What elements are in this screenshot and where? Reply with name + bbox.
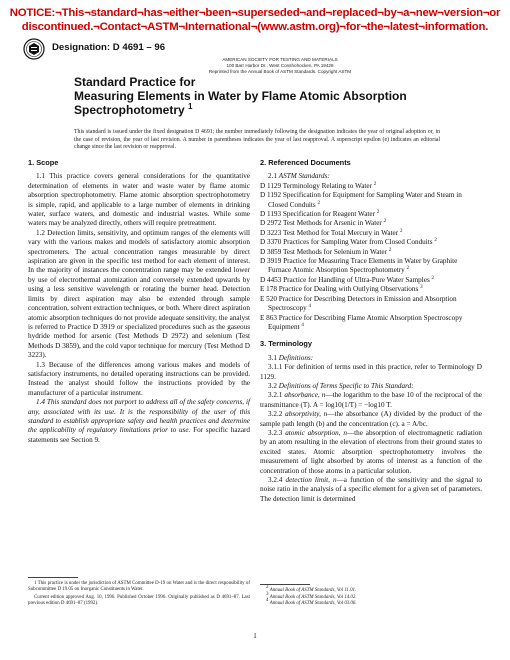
reference-item (260, 248, 482, 257)
part-of-speech: n (333, 476, 337, 484)
paragraph: 1.2 Detection limits, sensitivity, and optimum ranges of the elements will vary with the various makes and models of satisfactory atomic absorption spectrometers. The actual concentration ranges measurable by direct aspiration are given in the specific test method for each element of interest. In the majority of instances the concentration range may be extended lower by use of electrothermal atomization and conversely extended upwards by using a less sensitive wavelength or rotating the burner head. Detection limits by direct aspiration may also be extended through sample concentration, solvent extraction techniques, or both. Where direct aspiration atomic absorption techniques do not provide adequate sensitivity, the analyst is referred to Practice D 3919 or specialized procedures such as the gaseous hydride method for arsenic (Test Methods D 2972) and selenium (Test Methods D 3859), and the cold vapor technique for mercury (Test Method D 3223). (28, 228, 250, 360)
clause-number: 2.1 (268, 172, 279, 181)
left-column (28, 158, 250, 445)
footnote (266, 585, 466, 595)
part-of-speech: n (343, 428, 347, 437)
part-of-speech: n (321, 391, 326, 400)
reference-item (260, 229, 482, 238)
reference-item (260, 276, 482, 285)
publisher-line: 100 Barr Harbor Dr., West Conshohocken, PA 19428 (226, 63, 334, 68)
term: absorptivity, (285, 410, 324, 419)
reference-text: D 3370 Practices for Sampling Water from Closed Conduits (260, 238, 433, 247)
astm-logo-icon (23, 38, 45, 60)
definition-text: —a function of the sensitivity and the signal to noise ratio in the analysis of a specific element for a given set of parameters. The detection limit is determined (260, 476, 482, 503)
clause-label: ASTM Standards: (278, 172, 330, 181)
footnotes-right (266, 585, 466, 608)
title-footnote-mark: 1 (188, 102, 193, 111)
clause-number: 3.2.1 (268, 391, 285, 400)
footnote-mark: 2 (266, 585, 269, 590)
reference-text: D 2972 Test Methods for Arsenic in Water (260, 219, 382, 228)
footnote-mark: 3 (420, 285, 423, 291)
document-title (74, 75, 474, 117)
footnotes-left (28, 581, 250, 609)
reference-text: E 520 Practice for Describing Detectors in Emission and Absorption Spectroscopy (260, 294, 457, 313)
term: detection limit, (285, 476, 334, 484)
reference-text: E 178 Practice for Dealing with Outlying Observations (260, 285, 419, 294)
reference-text: D 1129 Terminology Relating to Water (260, 181, 372, 190)
reference-text: D 3223 Test Method for Total Mercury in Water (260, 228, 399, 237)
footnote-text: Annual Book of ASTM Standards, Vol 03.06. (269, 601, 357, 607)
footnote-mark: 2 (399, 228, 403, 234)
reference-list (260, 182, 482, 333)
footnote-text: Annual Book of ASTM Standards, Vol 14.02. (269, 594, 357, 600)
reference-text: D 3859 Test Methods for Selenium in Water (260, 247, 388, 256)
footnote-text: Annual Book of ASTM Standards, Vol 11.01. (269, 588, 357, 593)
definition (260, 429, 482, 476)
reference-text: D 1193 Specification for Reagent Water (260, 210, 375, 219)
footnote-mark: 4 (266, 598, 269, 604)
reference-item (260, 295, 482, 314)
reference-item (260, 238, 482, 247)
notice-line-1: NOTICE:¬This¬standard¬has¬either¬been¬superseded¬and¬replaced¬by¬a¬new¬version¬or (9, 7, 501, 19)
paragraph (260, 382, 482, 391)
part-of-speech: n (323, 410, 328, 419)
definition (260, 476, 482, 504)
definition (260, 410, 482, 429)
reference-item (260, 182, 482, 191)
title-line: Measuring Elements in Water by Flame Atomic Absorption (74, 89, 407, 103)
notice-line-2: discontinued.¬Contact¬ASTM¬International¬(www.astm.org)¬for¬the¬latest¬information. (21, 21, 489, 33)
definition (260, 391, 482, 410)
reference-item (260, 191, 482, 210)
reference-item (260, 257, 482, 276)
footnote: 1 This practice is under the jurisdiction of ASTM Committee D-19 on Water and is the direct responsibility of Subcommittee D 19.05 on Inorganic Constituents in Water. (28, 581, 250, 593)
reference-text: D 3919 Practice for Measuring Trace Elements in Water by Graphite Furnace Atomic Absorption Spectrophotometry (260, 257, 458, 275)
clause-label: Definitions: (278, 353, 314, 362)
definition-text: —the absorbance (A) divided by the product of the sample path length (b) and the concentration (c). a = A/bc. (260, 410, 482, 428)
standard-note: This standard is issued under the fixed designation D 4691; the number immediately following the designation indicates the year of original adoption or, in the case of revision, the year of last revision. A number in parentheses indicates the year of last reapproval. A superscript epsilon (e) indicates an editorial change since the last revision or reapproval. (74, 129, 440, 151)
reference-text: D 1192 Specification for Equipment for Sampling Water and Steam in Closed Conduits (260, 191, 462, 209)
definition-text: —the absorption of electromagnetic radiation by an atom resulting in the elevation of electrons from their ground states to excited states. Atomic absorption spectrophotometry involves the measurement of light absorbed by atoms of interest as a function of the concentration of those atoms in a particular solution. (260, 428, 483, 475)
clause-number: 3.1 (268, 353, 279, 362)
paragraph: 3.1.1 For definition of terms used in this practice, refer to Terminology D 1129. (260, 363, 482, 381)
footnote-mark: 2 (388, 247, 392, 253)
section-heading: 2. Referenced Documents (260, 158, 351, 167)
footnote-mark: 2 (317, 200, 321, 206)
clause-number: 3.2.4 (268, 476, 286, 484)
reference-item (260, 219, 482, 228)
designation: Designation: D 4691 – 96 (52, 42, 166, 53)
footnote-mark: 2 (434, 238, 437, 244)
paragraph (260, 172, 482, 181)
reference-text: D 4453 Practice for Handling of Ultra-Pure Water Samples (260, 275, 430, 284)
reference-item (260, 314, 482, 333)
reference-item (260, 210, 482, 219)
publisher-block (200, 57, 360, 75)
footnote (266, 598, 466, 608)
footnote-mark: 2 (383, 219, 387, 225)
page-number: 1 (253, 632, 257, 640)
footnote-mark: 2 (376, 210, 380, 216)
footnote-mark: 2 (373, 181, 377, 187)
section-heading: 3. Terminology (260, 339, 313, 349)
footnote-mark: 2 (406, 266, 410, 272)
supersession-notice (0, 6, 510, 34)
term: absorbance, (284, 391, 322, 400)
reference-text: E 863 Practice for Describing Flame Atomic Absorption Spectroscopy Equipment (260, 313, 463, 331)
clause-number: 3.2.2 (268, 410, 286, 419)
term: atomic absorption, (285, 428, 344, 437)
publisher-line: AMERICAN SOCIETY FOR TESTING AND MATERIALS (222, 57, 338, 62)
title-line: Standard Practice for (74, 75, 196, 89)
footnote-divider (28, 577, 78, 578)
paragraph (28, 398, 250, 445)
paragraph: 1.3 Because of the differences among various makes and models of satisfactory instruments, no detailed operating instructions can be provided. Instead the analyst should follow the instructions provided by the manufacturer of a particular instrument. (28, 360, 250, 397)
footnote-mark: 3 (266, 591, 269, 597)
reference-item (260, 285, 482, 294)
footnote: Current edition approved Aug. 10, 1996. Published October 1996. Originally published as D 4691–87. Last previous edition D 4691–87 (1992). (28, 594, 250, 607)
clause-label: Definitions of Terms Specific to This Standard: (278, 381, 414, 390)
footnote-mark: 2 (431, 275, 435, 281)
section-heading: 1. Scope (28, 158, 59, 167)
footnote-mark: 4 (301, 322, 304, 328)
safety-statement: 1.4 This standard does not purport to address all of the safety concerns, if any, associated with its use. It is the responsibility of the user of this standard to establish appropriate safety and health practices and determine the applicability of regulatory limitations prior to use. (28, 398, 250, 435)
right-column (260, 158, 482, 504)
hazard-reference: For specific hazard statements see Section 9. (28, 426, 250, 444)
paragraph (260, 354, 482, 363)
title-line: Spectrophotometry (74, 103, 185, 117)
clause-number: 3.2 (268, 381, 279, 390)
paragraph: 1.1 This practice covers general considerations for the quantitative determination of elements in water and waste water by flame atomic absorption spectrophotometry. Flame atomic absorption spectrophotometry is simple, rapid, and applicable to a large number of elements in drinking water, surface waters, and domestic and industrial wastes. While some waters may be analyzed directly, others will require pretreatment. (28, 172, 250, 228)
clause-number: 3.2.3 (268, 428, 286, 437)
definition-text: —the logarithm to the base 10 of the reciprocal of the transmittance (T). A = log10(1/T) = −log10 T. (260, 391, 482, 409)
footnote-mark: 4 (308, 304, 312, 310)
publisher-line: Reprinted from the Annual Book of ASTM Standards. Copyright ASTM (208, 69, 352, 74)
